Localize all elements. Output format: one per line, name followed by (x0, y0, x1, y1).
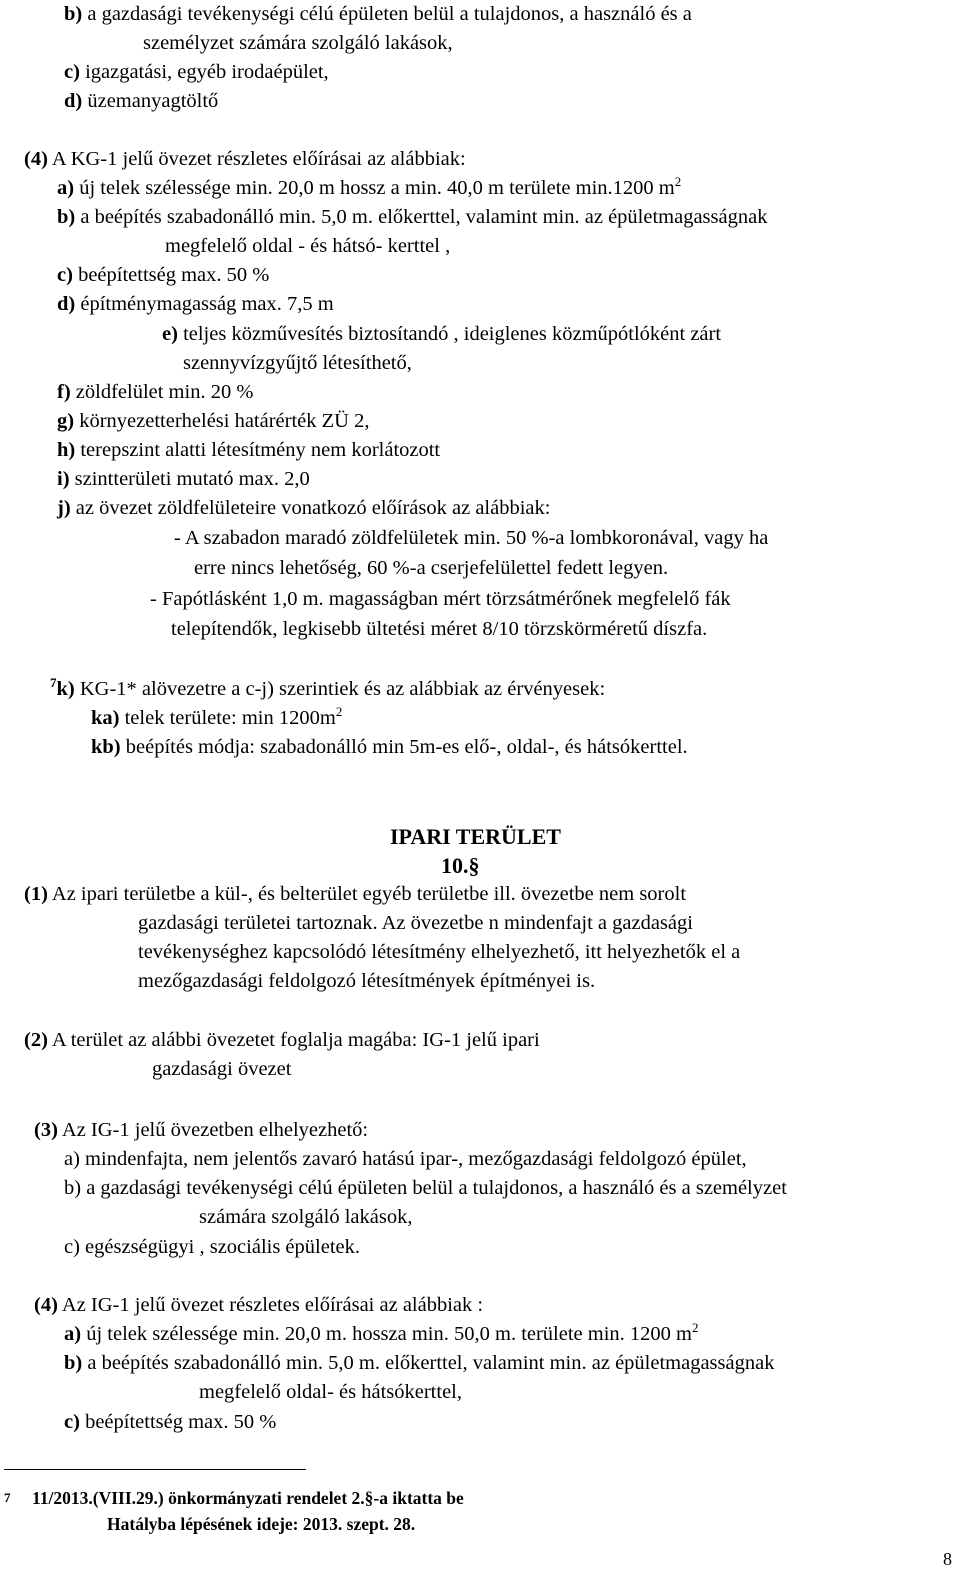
ipari-paragraph-4-a: a) új telek szélessége min. 20,0 m. hossza min. 50,0 m. területe min. 1200 $m^2$ (64, 1320, 699, 1345)
kg1-item-f: f) zöldfelület min. 20 % (57, 381, 254, 403)
kg1-paragraph-4: (4) A KG-1 jelű övezet részletes előírásai az alábbiak: (24, 148, 466, 170)
kg1-item-k: $^7$k) KG-1* alövezetre a c-j) szerintiek és az alábbiak az érvényesek: (50, 675, 606, 700)
kg1-item-j2-cont: telepítendők, legkisebb ültetési méret 8/10 törzskörméretű díszfa. (171, 618, 708, 640)
ipari-paragraph-1-line-4: mezőgazdasági feldolgozó létesítmények építményei is. (138, 970, 596, 992)
kg1-item-g: g) környezetterhelési határérték ZÜ 2, (57, 410, 370, 432)
item-d: d) üzemanyagtöltő (64, 90, 219, 112)
kg1-item-i: i) szintterületi mutató max. 2,0 (57, 468, 310, 490)
ipari-paragraph-3: (3) Az IG-1 jelű övezetben elhelyezhető: (34, 1119, 369, 1141)
kg1-item-b: b) a beépítés szabadonálló min. 5,0 m. előkerttel, valamint min. az épületmagasságnak (57, 206, 768, 228)
ipari-paragraph-1-line-3: tevékenységhez kapcsolódó létesítmény elhelyezhető, itt helyezhetők el a (138, 941, 741, 963)
kg1-item-j: j) az övezet zöldfelületeire vonatkozó előírások az alábbiak: (57, 497, 551, 519)
kg1-item-e: e) teljes közművesítés biztosítandó , ideiglenes közműpótlóként zárt (162, 323, 722, 345)
kg1-item-j2: - Fapótlásként 1,0 m. magasságban mért törzsátmérőnek megfelelő fák (150, 588, 731, 610)
page-number: 8 (943, 1549, 952, 1569)
kg1-item-ka: ka) telek területe: $\min 1200m^2$ (91, 704, 343, 729)
kg1-item-d: d) építménymagasság max. 7,5 m (57, 293, 334, 315)
kg1-item-c: c) beépítettség max. 50 % (57, 264, 270, 286)
ipari-paragraph-4-b: b) a beépítés szabadonálló min. 5,0 m. előkerttel, valamint min. az épületmagasságnak (64, 1352, 775, 1374)
ipari-paragraph-2-line-2: gazdasági övezet (152, 1058, 292, 1080)
kg1-item-j1-cont: erre nincs lehetőség, 60 %-a cserjefelülettel fedett legyen. (194, 557, 669, 579)
footnote-mark: 7 (4, 1490, 11, 1505)
footnote-separator (4, 1469, 306, 1470)
item-b: b) a gazdasági tevékenységi célú épületen belül a tulajdonos, a használó és a (64, 3, 692, 25)
footnote-line-2: Hatályba lépésének ideje: 2013. szept. 28. (107, 1514, 416, 1534)
ipari-paragraph-3-b-cont: számára szolgáló lakások, (199, 1206, 413, 1228)
kg1-item-b-cont: megfelelő oldal - és hátsó- kerttel , (165, 235, 451, 257)
kg1-item-h: h) terepszint alatti létesítmény nem korlátozott (57, 439, 441, 461)
ipari-paragraph-4-c: c) beépítettség max. 50 % (64, 1411, 277, 1433)
footnote-line-1: 11/2013.(VIII.29.) önkormányzati rendelet 2.§-a iktatta be (32, 1488, 464, 1508)
ipari-paragraph-4: (4) Az IG-1 jelű övezet részletes előírásai az alábbiak : (34, 1294, 484, 1316)
kg1-item-j1: - A szabadon maradó zöldfelületek min. 50 %-a lombkoronával, vagy ha (174, 527, 769, 549)
ipari-paragraph-3-a: a) mindenfajta, nem jelentős zavaró hatású ipar-, mezőgazdasági feldolgozó épület, (64, 1148, 747, 1170)
ipari-paragraph-1-line-2: gazdasági területei tartoznak. Az övezetbe n mindenfajt a gazdasági (138, 912, 693, 934)
section-title: IPARI TERÜLET (390, 824, 561, 849)
item-b-cont: személyzet számára szolgáló lakások, (143, 32, 453, 54)
kg1-item-a: a) új telek szélessége min. 20,0 m hossz a min. 40,0 m területe min.1200 $m^2$ (57, 174, 682, 199)
ipari-paragraph-2: (2) A terület az alábbi övezetet foglalja magába: IG-1 jelű ipari (24, 1029, 540, 1051)
kg1-item-e-cont: szennyvízgyűjtő létesíthető, (183, 352, 412, 374)
ipari-paragraph-1: (1) Az ipari területbe a kül-, és belterület egyéb területbe ill. övezetbe nem sorolt (24, 883, 687, 905)
item-c: c) igazgatási, egyéb irodaépület, (64, 61, 329, 83)
ipari-paragraph-3-c: c) egészségügyi , szociális épületek. (64, 1236, 360, 1258)
ipari-paragraph-3-b: b) a gazdasági tevékenységi célú épületen belül a tulajdonos, a használó és a személyzet (64, 1177, 787, 1199)
ipari-paragraph-4-b-cont: megfelelő oldal- és hátsókerttel, (199, 1381, 462, 1403)
section-number: 10.§ (441, 853, 480, 878)
kg1-item-kb: kb) beépítés módja: szabadonálló min 5m-es elő-, oldal-, és hátsókerttel. (91, 736, 688, 758)
footnote-ref: 7 (50, 675, 57, 690)
